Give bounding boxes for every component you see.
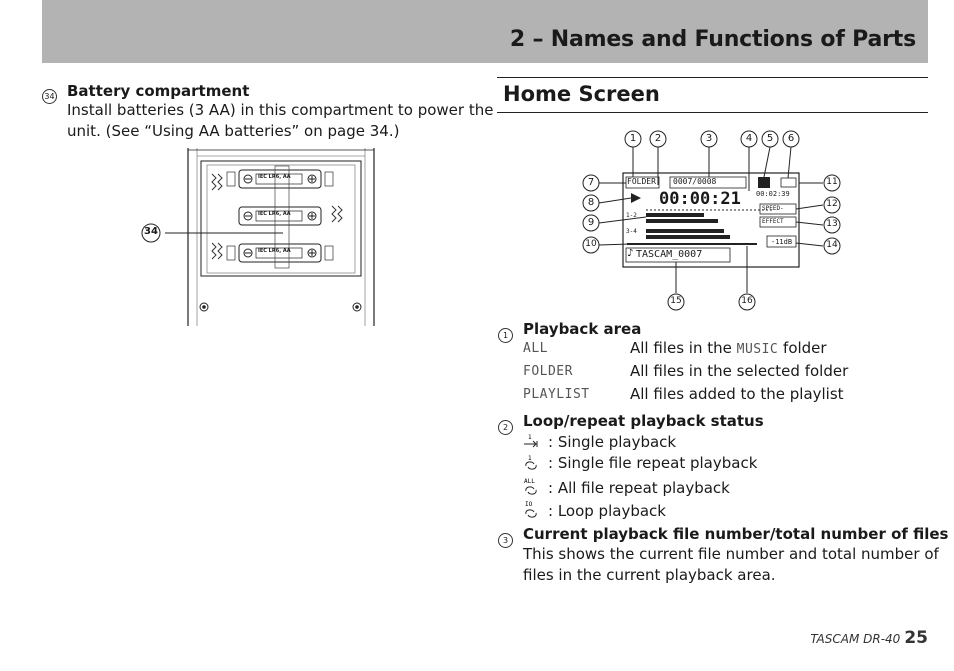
- home-screen-title: Home Screen: [503, 82, 660, 106]
- callout-3: 3: [705, 133, 713, 144]
- mode-folder: FOLDER: [523, 364, 573, 379]
- page-number: 25: [904, 628, 928, 648]
- loop-playback-icon: [523, 500, 539, 518]
- svg-text:1: 1: [528, 434, 532, 441]
- page-footer: [810, 628, 928, 648]
- callout-4: 4: [745, 133, 753, 144]
- music-note-icon: ♪: [627, 248, 634, 259]
- item3-desc-line2: files in the current playback area.: [523, 566, 776, 584]
- lcd-speed: SPEED-: [762, 205, 784, 212]
- lcd-time: 00:00:21: [659, 189, 741, 209]
- battery-item-number: 34: [42, 84, 57, 104]
- mode-all-desc: All files in the MUSIC folder: [630, 339, 827, 357]
- mode-playlist: PLAYLIST: [523, 387, 590, 402]
- callout-15: 15: [670, 296, 682, 306]
- home-screen-lcd-diagram: [575, 125, 850, 315]
- callout-9: 9: [587, 217, 595, 228]
- section-top-rule: [497, 77, 928, 78]
- svg-text:1: 1: [528, 455, 532, 462]
- item3-desc-line1: This shows the current file number and total number of: [523, 545, 939, 563]
- single-playback-text: : Single playback: [548, 433, 677, 451]
- item3-number: 3: [498, 528, 513, 548]
- callout-10: 10: [585, 239, 597, 249]
- callout-2: 2: [654, 133, 662, 144]
- mode-playlist-desc: All files added to the playlist: [630, 385, 844, 403]
- battery-callout-label: 34: [144, 226, 158, 237]
- battery-label-1: IEC LR6, AA: [258, 174, 291, 180]
- mode-all: ALL: [523, 341, 548, 356]
- lcd-filename: TASCAM_0007: [636, 249, 703, 260]
- single-repeat-text: : Single file repeat playback: [548, 454, 758, 472]
- lcd-level: -11dB: [771, 238, 793, 246]
- lcd-effect: EFFECT: [762, 218, 784, 225]
- item3-title: Current playback file number/total number of files: [523, 525, 949, 543]
- lcd-ch12: 1-2: [626, 212, 637, 219]
- lcd-file-counter: 0007/0008: [673, 177, 717, 186]
- battery-label-2: IEC LR6, AA: [258, 211, 291, 217]
- lcd-ch34: 3-4: [626, 228, 637, 235]
- callout-8: 8: [587, 197, 595, 208]
- item2-number: 2: [498, 415, 513, 435]
- battery-label-3: IEC LR6, AA: [258, 248, 291, 254]
- footer-brand: TASCAM DR-40: [810, 632, 901, 646]
- item1-title: Playback area: [523, 320, 642, 338]
- single-playback-icon: [523, 433, 539, 449]
- item1-number: 1: [498, 323, 513, 343]
- svg-text:ALL: ALL: [524, 478, 535, 485]
- callout-13: 13: [826, 219, 838, 229]
- single-repeat-icon: [523, 454, 539, 470]
- callout-6: 6: [787, 133, 795, 144]
- battery-desc-line2: unit. (See “Using AA batteries” on page 34.): [67, 122, 400, 140]
- all-repeat-icon: [523, 477, 539, 495]
- callout-5: 5: [766, 133, 774, 144]
- lcd-folder-text: FOLDER: [627, 177, 656, 186]
- lcd-end-time: 00:02:39: [756, 190, 790, 198]
- loop-playback-text: : Loop playback: [548, 502, 666, 520]
- callout-12: 12: [826, 199, 838, 209]
- callout-14: 14: [826, 240, 838, 250]
- header-band: [42, 0, 928, 63]
- svg-text:IO: IO: [525, 501, 533, 508]
- item2-title: Loop/repeat playback status: [523, 412, 764, 430]
- section-bottom-rule: [497, 112, 928, 113]
- callout-7: 7: [587, 177, 595, 188]
- mode-folder-desc: All files in the selected folder: [630, 362, 849, 380]
- callout-11: 11: [826, 177, 838, 187]
- callout-16: 16: [741, 296, 753, 306]
- battery-title: Battery compartment: [67, 82, 250, 100]
- callout-1: 1: [629, 133, 637, 144]
- chapter-title: 2 – Names and Functions of Parts: [509, 27, 916, 52]
- battery-desc-line1: Install batteries (3 AA) in this compartment to power the: [67, 101, 494, 119]
- all-repeat-text: : All file repeat playback: [548, 479, 730, 497]
